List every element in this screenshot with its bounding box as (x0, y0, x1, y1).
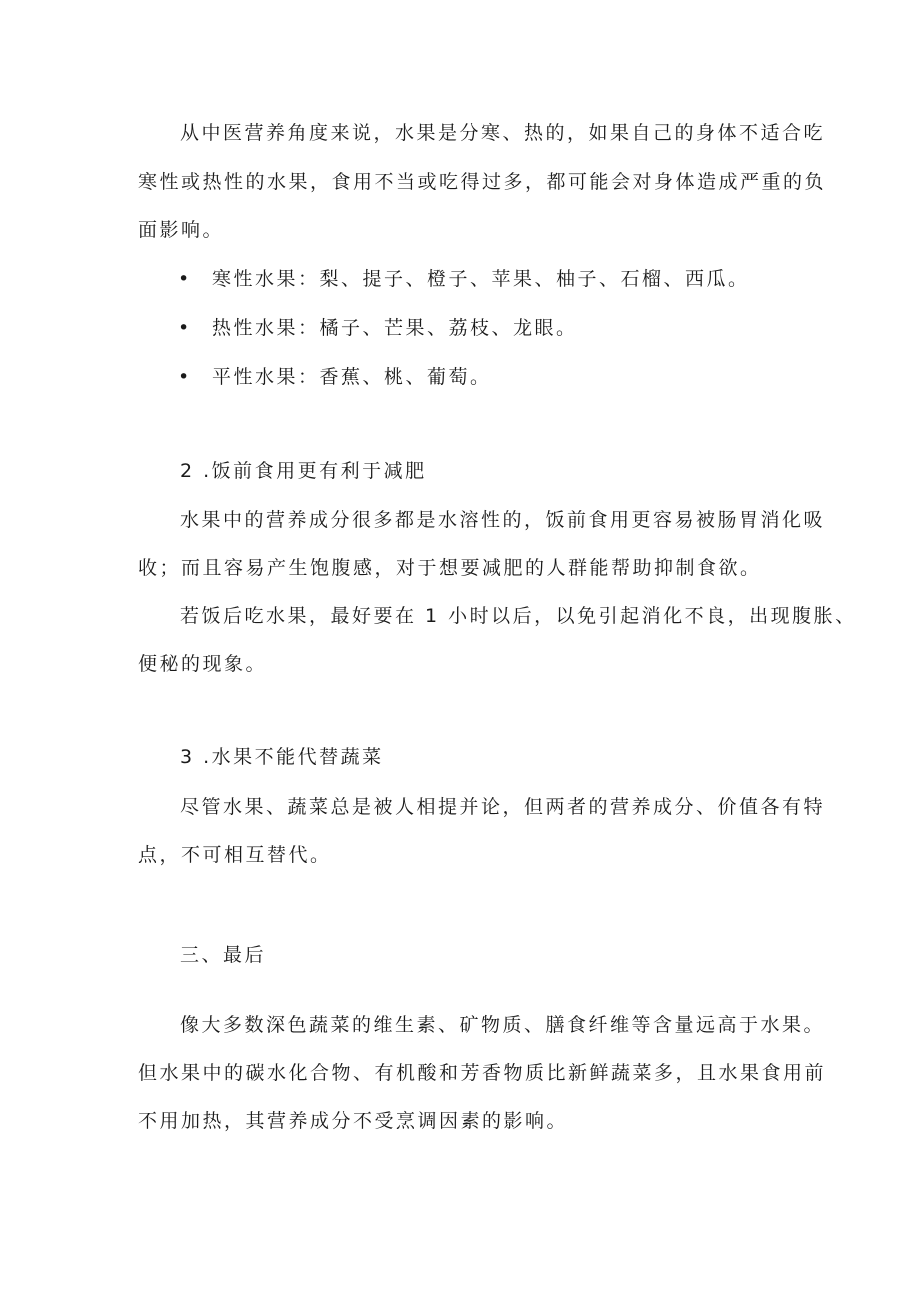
bullet-marker: • (178, 317, 190, 339)
intro-line-1: 从中医营养角度来说，水果是分寒、热的，如果自己的身体不适合吃 (180, 122, 826, 144)
intro-line-3: 面影响。 (138, 219, 225, 241)
bullet-marker: • (178, 366, 190, 388)
section-3-heading: 3 .水果不能代替蔬菜 (180, 746, 384, 768)
final-para-line-1: 像大多数深色蔬菜的维生素、矿物质、膳食纤维等含量远高于水果。 (180, 1014, 826, 1036)
section-2-para2-line-1: 若饭后吃水果，最好要在 1 小时以后，以免引起消化不良，出现腹胀、 (180, 605, 857, 627)
section-2-para2-line-2: 便秘的现象。 (138, 653, 268, 675)
section-3-para-line-2: 点，不可相互替代。 (138, 844, 332, 866)
bullet-text: 热性水果：橘子、芒果、荔枝、龙眼。 (212, 317, 578, 339)
final-heading: 三、最后 (180, 944, 267, 966)
bullet-text: 平性水果：香蕉、桃、葡萄。 (212, 366, 492, 388)
section-2-para1-line-1: 水果中的营养成分很多都是水溶性的，饭前食用更容易被肠胃消化吸 (180, 509, 826, 531)
bullet-text: 寒性水果：梨、提子、橙子、苹果、柚子、石榴、西瓜。 (212, 268, 750, 290)
section-3-para-line-1: 尽管水果、蔬菜总是被人相提并论，但两者的营养成分、价值各有特 (180, 796, 826, 818)
section-2-para1-line-2: 收；而且容易产生饱腹感，对于想要减肥的人群能帮助抑制食欲。 (138, 557, 762, 579)
final-para-line-3: 不用加热，其营养成分不受烹调因素的影响。 (138, 1110, 569, 1132)
intro-line-2: 寒性或热性的水果，食用不当或吃得过多，都可能会对身体造成严重的负 (138, 171, 827, 193)
final-para-line-2: 但水果中的碳水化合物、有机酸和芳香物质比新鲜蔬菜多，且水果食用前 (138, 1062, 827, 1084)
bullet-marker: • (178, 268, 190, 290)
section-2-heading: 2 .饭前食用更有利于减肥 (180, 460, 427, 482)
